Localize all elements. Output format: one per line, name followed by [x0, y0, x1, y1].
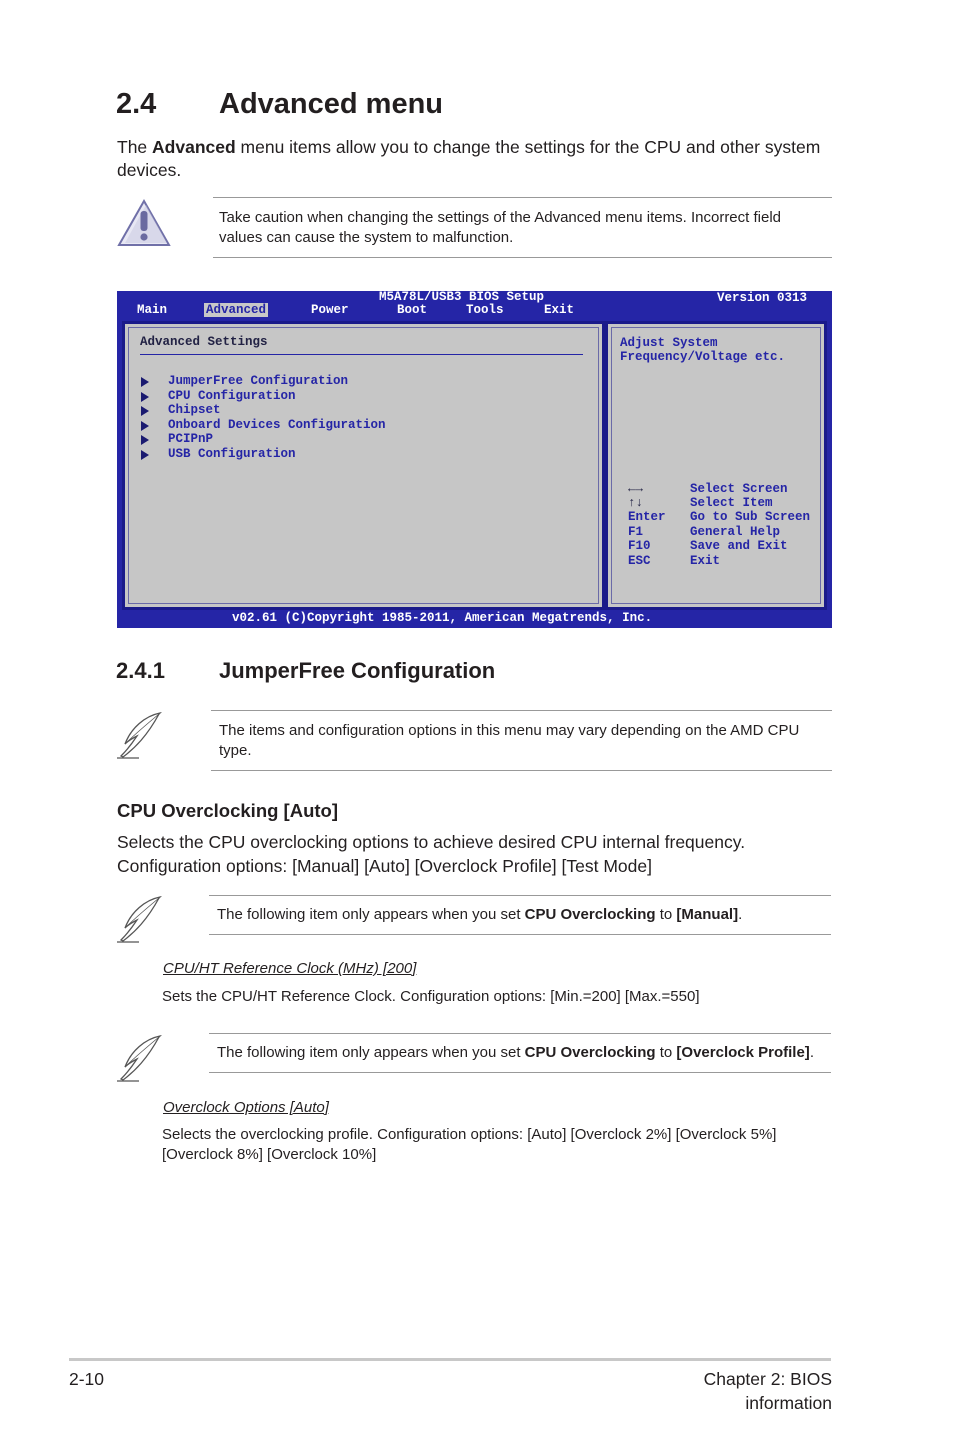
oc-options-title: Overclock Options [Auto]: [163, 1099, 329, 1116]
cpu-oc-heading: CPU Overclocking [Auto]: [117, 800, 338, 821]
subsection-number: 2.4.1: [116, 658, 165, 683]
divider: [211, 710, 832, 711]
note3-bold1: CPU Overclocking: [524, 1044, 656, 1061]
key-up-down-icon: ↑↓: [628, 496, 644, 510]
bios-copyright: v02.61 (C)Copyright 1985-2011, American Megatrends, Inc.: [232, 611, 653, 625]
tab-main[interactable]: Main: [137, 303, 168, 317]
bios-item-onboard[interactable]: Onboard Devices Configuration: [168, 418, 386, 432]
help-line-1: Adjust System: [620, 336, 718, 350]
note-quill-icon: [115, 894, 165, 944]
page-number: 2-10: [69, 1369, 105, 1389]
subsection-heading: [116, 658, 495, 684]
bios-item-cpu-config[interactable]: CPU Configuration: [168, 389, 296, 403]
bios-main-panel: [122, 321, 605, 610]
submenu-arrow-icon: [141, 377, 149, 387]
key-action: Select Item: [690, 496, 773, 510]
intro-paragraph: [117, 136, 827, 182]
bios-title: M5A78L/USB3 BIOS Setup: [379, 290, 545, 304]
section-heading: [116, 88, 443, 121]
cpu-oc-options: Configuration options: [Manual] [Auto] [Overclock Profile] [Test Mode]: [117, 856, 652, 876]
key-action: General Help: [690, 525, 781, 539]
oc-options-description-1: Selects the overclocking profile. Configuration options: [Auto] [Overclock 2%] [Overclock 5%]: [162, 1126, 777, 1143]
submenu-arrow-icon: [141, 421, 149, 431]
note2-mid: to: [655, 906, 677, 923]
key-label: F1: [628, 525, 644, 539]
ht-clock-title: CPU/HT Reference Clock (MHz) [200]: [163, 960, 417, 977]
ht-clock-description: Sets the CPU/HT Reference Clock. Configuration options: [Min.=200] [Max.=550]: [162, 988, 700, 1005]
note3-pre: The following item only appears when you set: [217, 1044, 525, 1061]
subsection-title: JumperFree Configuration: [219, 658, 496, 683]
tab-boot[interactable]: Boot: [397, 303, 428, 317]
note1-text: The items and configuration options in this menu may vary depending on the AMD CPU type.: [219, 722, 800, 759]
divider: [209, 934, 831, 935]
key-action: Exit: [690, 554, 721, 568]
intro-post: menu items allow you to change the settings for the CPU and other system devices.: [117, 137, 821, 180]
key-label: F10: [628, 539, 651, 553]
note3-post: .: [809, 1044, 814, 1061]
panel-title-underline: [140, 354, 583, 355]
help-line-2: Frequency/Voltage etc.: [620, 350, 786, 364]
bios-help-panel: [605, 321, 827, 610]
note-quill-icon: [115, 710, 165, 760]
note2-post: .: [738, 906, 743, 923]
note2-bold1: CPU Overclocking: [524, 906, 656, 923]
divider: [209, 1033, 831, 1034]
intro-pre: The: [117, 137, 153, 157]
chapter-label: Chapter 2: BIOS information: [703, 1369, 832, 1413]
submenu-arrow-icon: [141, 392, 149, 402]
key-label: ESC: [628, 554, 651, 568]
tab-advanced[interactable]: Advanced: [206, 303, 267, 317]
key-action: Go to Sub Screen: [690, 510, 811, 524]
divider: [213, 257, 832, 258]
section-number: 2.4: [116, 88, 157, 120]
divider: [209, 895, 831, 896]
tab-exit[interactable]: Exit: [544, 303, 575, 317]
caution-text: Take caution when changing the settings of the Advanced menu items. Incorrect field values can cause the system to malfunction.: [219, 209, 782, 246]
key-left-right-icon: ←→: [628, 482, 644, 496]
divider: [213, 197, 832, 198]
bios-screen: [117, 291, 832, 628]
submenu-arrow-icon: [141, 435, 149, 445]
bios-item-chipset[interactable]: Chipset: [168, 403, 221, 417]
section-title: Advanced menu: [219, 88, 443, 120]
divider: [209, 1072, 831, 1073]
submenu-arrow-icon: [141, 450, 149, 460]
submenu-arrow-icon: [141, 406, 149, 416]
oc-options-description-2: [Overclock 8%] [Overclock 10%]: [162, 1146, 377, 1163]
bios-version: Version 0313: [717, 291, 808, 305]
bios-item-usb[interactable]: USB Configuration: [168, 447, 296, 461]
bios-item-pcipnp[interactable]: PCIPnP: [168, 432, 214, 446]
tab-tools[interactable]: Tools: [466, 303, 504, 317]
note-quill-icon: [115, 1033, 165, 1083]
warning-triangle-icon: [117, 197, 171, 249]
intro-bold: Advanced: [152, 137, 236, 157]
note3-bold2: [Overclock Profile]: [676, 1044, 810, 1061]
divider: [211, 770, 832, 771]
note3-mid: to: [655, 1044, 677, 1061]
key-label: Enter: [628, 510, 666, 524]
note2-bold2: [Manual]: [676, 906, 739, 923]
key-action: Save and Exit: [690, 539, 788, 553]
note2-pre: The following item only appears when you set: [217, 906, 525, 923]
panel-title: Advanced Settings: [140, 335, 268, 349]
footer-rule: [69, 1358, 831, 1361]
key-action: Select Screen: [690, 482, 788, 496]
tab-power[interactable]: Power: [311, 303, 349, 317]
note2-text: [217, 905, 827, 925]
cpu-oc-description: Selects the CPU overclocking options to achieve desired CPU internal frequency.: [117, 832, 746, 852]
bios-item-jumperfree[interactable]: JumperFree Configuration: [168, 374, 349, 388]
note3-text: [217, 1043, 827, 1063]
